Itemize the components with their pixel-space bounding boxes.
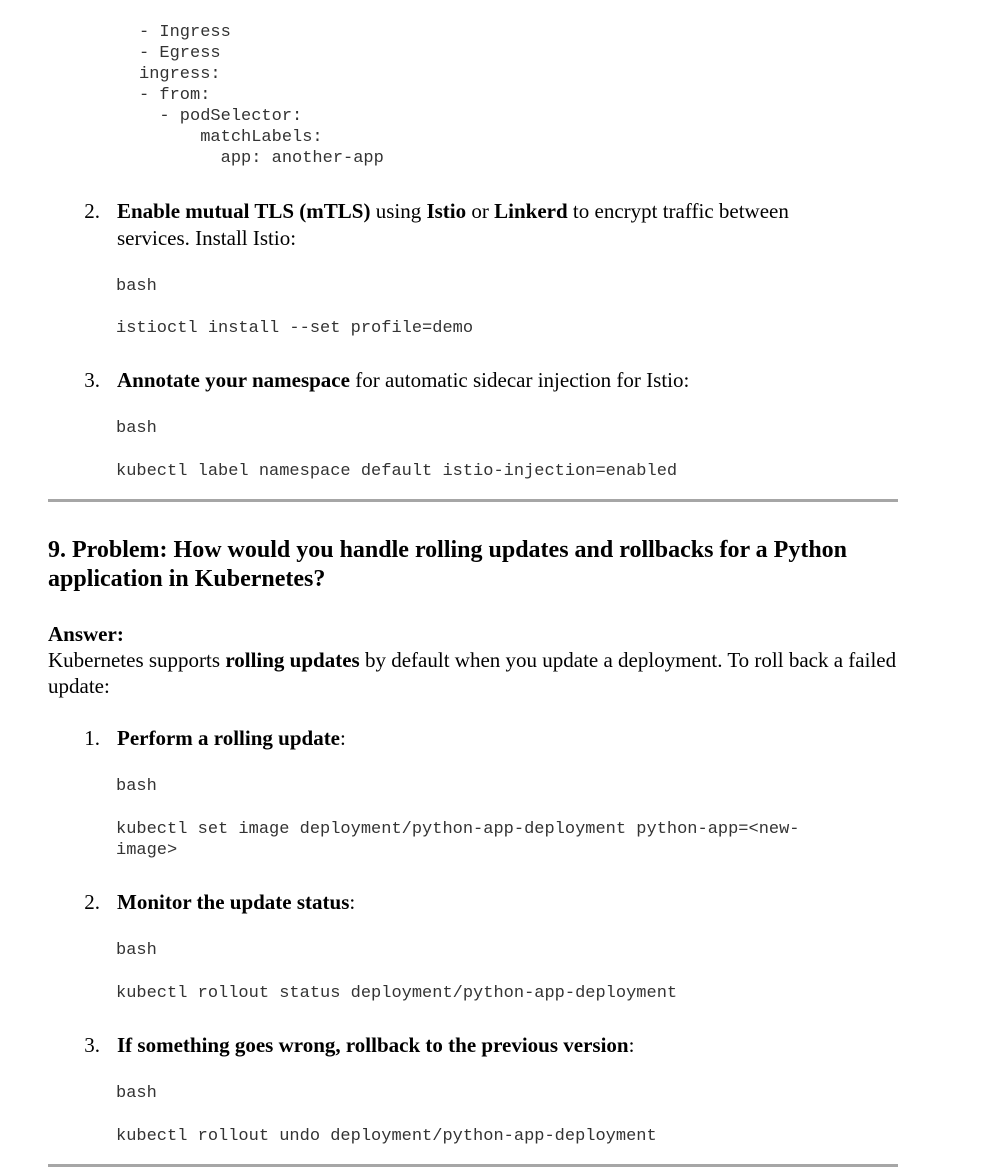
text: : <box>349 890 356 914</box>
bold-text: Linkerd <box>494 199 568 223</box>
code-line: - from: <box>139 86 211 105</box>
list-number: 2. <box>84 199 100 223</box>
code-line: kubectl label namespace default istio-injection=enabled <box>116 462 678 481</box>
code-line: kubectl rollout status deployment/python-app-deployment <box>116 984 678 1003</box>
list-item-text <box>117 1032 634 1058</box>
bold-text: If something goes wrong, rollback to the previous version <box>117 1033 629 1057</box>
list-item-text <box>117 198 789 224</box>
code-line: - podSelector: <box>139 107 303 126</box>
code-line: istioctl install --set profile=demo <box>116 319 474 338</box>
answer-intro <box>48 647 898 699</box>
answer-label: Answer: <box>48 622 124 646</box>
code-line: app: another-app <box>139 149 384 168</box>
text: : <box>628 1033 635 1057</box>
text: for automatic sidecar injection for Istio: <box>349 368 690 392</box>
code-language-label: bash <box>116 419 157 438</box>
code-line: ingress: <box>139 65 221 84</box>
list-number: 3. <box>84 368 100 392</box>
horizontal-rule <box>48 1164 898 1167</box>
bold-text: Istio <box>426 199 467 223</box>
code-line: matchLabels: <box>139 128 323 147</box>
code-language-label: bash <box>116 777 157 796</box>
text: : <box>340 726 346 750</box>
list-number: 1. <box>84 726 100 750</box>
bold-text: Enable mutual TLS (mTLS) <box>117 199 371 223</box>
list-item-text <box>117 889 355 915</box>
text: or <box>466 199 495 223</box>
list-item-text <box>117 367 689 393</box>
list-number: 3. <box>84 1033 100 1057</box>
horizontal-rule <box>48 499 898 502</box>
code-language-label: bash <box>116 277 157 296</box>
code-line: kubectl rollout undo deployment/python-app-deployment <box>116 1127 657 1146</box>
list-number: 2. <box>84 890 100 914</box>
text: Kubernetes supports <box>48 648 226 672</box>
code-line: - Ingress <box>139 23 231 42</box>
text: to encrypt traffic between <box>567 199 789 223</box>
text: by default when you update a deployment. To roll back a failed update: <box>48 648 897 698</box>
code-line: - Egress <box>139 44 221 63</box>
code-language-label: bash <box>116 941 157 960</box>
bold-text: Annotate your namespace <box>117 368 350 392</box>
text: using <box>370 199 427 223</box>
bold-text: rolling updates <box>225 648 360 672</box>
code-line: image> <box>116 841 178 860</box>
list-item-text-line2: services. Install Istio: <box>117 226 297 250</box>
code-line: kubectl set image deployment/python-app-deployment python-app=<new- <box>116 820 800 839</box>
code-language-label: bash <box>116 1084 157 1103</box>
section-heading: 9. Problem: How would you handle rolling updates and rollbacks for a Python application in Kubernetes? <box>48 537 848 592</box>
bold-text: Monitor the update status <box>117 890 350 914</box>
list-item-text <box>117 725 346 751</box>
bold-text: Perform a rolling update <box>117 726 341 750</box>
